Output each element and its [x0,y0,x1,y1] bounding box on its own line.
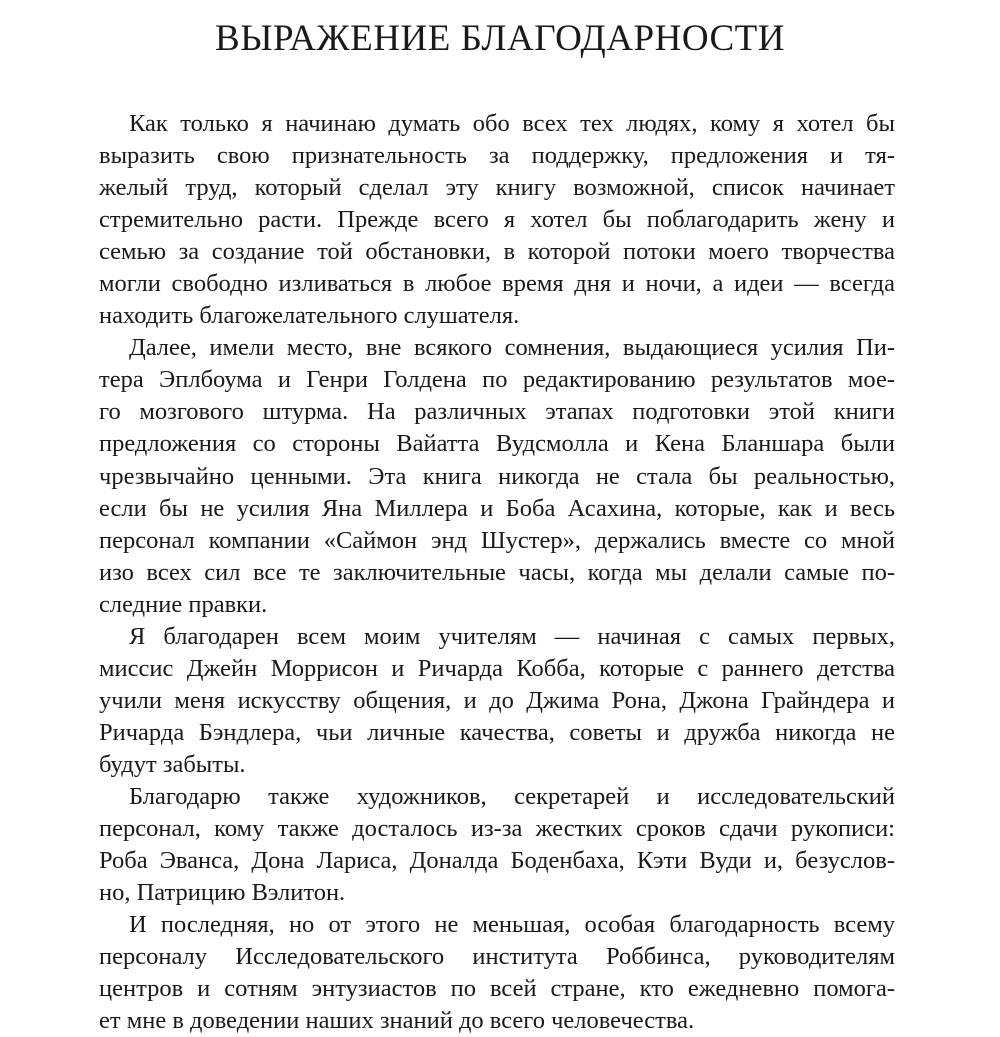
text-line: чрезвычайно ценными. Эта книга никогда не стала бы реальностью, [99,462,895,490]
page-body [99,108,895,1037]
paragraph-1 [99,108,895,332]
text-line: семью за создание той обстановки, в которой потоки моего творчества [99,238,895,266]
paragraph-5 [99,909,895,1037]
text-line: центров и сотням энтузиастов по всей стране, кто ежедневно помога- [99,975,895,1003]
text-line: если бы не усилия Яна Миллера и Боба Асахина, которые, как и весь [99,494,895,522]
text-line: персонал компании «Саймон энд Шустер», держались вместе со мной [99,526,895,554]
text-line: миссис Джейн Моррисон и Ричарда Кобба, которые с раннего детства [99,654,895,682]
paragraph-4 [99,781,895,909]
text-line: предложения со стороны Вайатта Вудсмолла и Кена Бланшара были [99,430,895,458]
paragraph-2 [99,332,895,620]
text-line: персоналу Исследовательского института Роббинса, руководителям [99,943,895,971]
text-line: учили меня искусству общения, и до Джима Рона, Джона Грайндера и [99,686,895,714]
text-line: Роба Эванса, Дона Лариса, Доналда Боденбаха, Кэти Вуди и, безуслов- [99,847,895,875]
text-line: персонал, кому также досталось из-за жестких сроков сдачи рукописи: [99,815,895,843]
page-title: ВЫРАЖЕНИЕ БЛАГОДАРНОСТИ [215,18,785,59]
text-line: следние правки. [99,590,268,618]
text-line: И последняя, но от этого не меньшая, особая благодарность всему [129,911,895,939]
text-line: Как только я начинаю думать обо всех тех людях, кому я хотел бы [129,110,895,137]
text-line: Ричарда Бэндлера, чьи личные качества, советы и дружба никогда не [99,718,895,746]
text-line: ет мне в доведении наших знаний до всего человечества. [99,1007,695,1035]
text-line: выразить свою признательность за поддержку, предложения и тя- [99,142,895,170]
text-line: Я благодарен всем моим учителям — начиная с самых первых, [129,622,895,650]
text-line: го мозгового штурма. На различных этапах подготовки этой книги [99,398,895,426]
text-line: могли свободно изливаться в любое время дня и ночи, а идеи — всегда [99,270,895,298]
text-line: будут забыты. [99,750,246,778]
text-line: Благодарю также художников, секретарей и исследовательский [129,782,895,810]
text-line: желый труд, который сделал эту книгу возможной, список начинает [99,174,895,202]
text-line: стремительно расти. Прежде всего я хотел бы поблагодарить жену и [99,206,895,234]
text-line: Далее, имели место, вне всякого сомнения, выдающиеся усилия Пи- [129,334,895,362]
text-line: изо всех сил все те заключительные часы, когда мы делали самые по- [99,558,895,586]
text-line: тера Эплбоума и Генри Голдена по редактированию результатов мое- [99,366,895,394]
paragraph-3 [99,621,895,781]
text-line: находить благожелательного слушателя. [99,302,520,330]
text-line: но, Патрицию Вэлитон. [99,879,346,907]
